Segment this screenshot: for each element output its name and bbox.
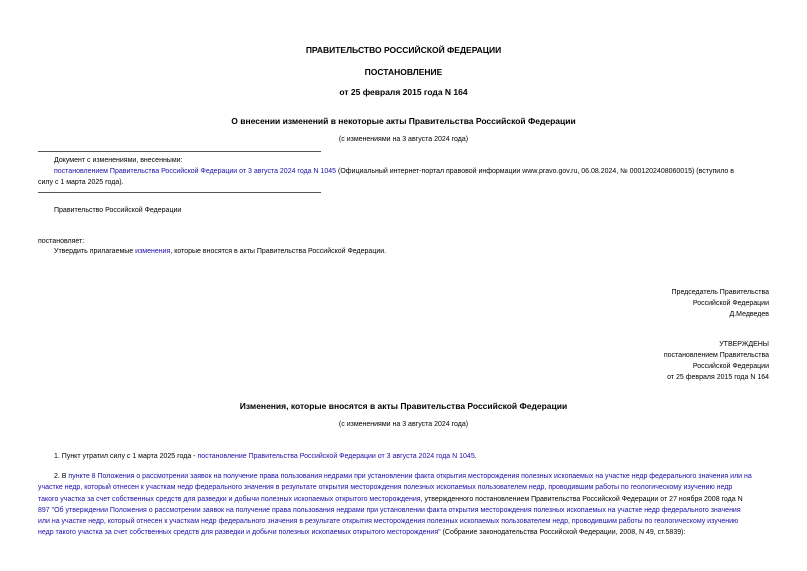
item1-before: 1. Пункт утратил силу с 1 марта 2025 года - [54,453,198,460]
changes-revision-note: (с изменениями на 3 августа 2024 года) [338,421,469,428]
approved-line1: УТВЕРЖДЕНЫ [719,341,769,348]
approve-after: , которые вносятся в акты Правительства Российской Федерации. [170,248,387,255]
item1-link[interactable]: постановление Правительства Российской Федерации от 3 августа 2024 года N 1045 [197,453,475,460]
item2-link-clause-cont[interactable]: участке недр, который отнесен к участкам недр федерального значения в результате открытия месторождения полезных ископаемых пользователем недр, проводившим работы по геологическому изучению недр [38,484,733,492]
approved-line2: постановлением Правительства [663,352,769,359]
amendments-bottom-rule [38,192,321,193]
decides-text: постановляет: [38,238,85,245]
amendment-effective: силу с 1 марта 2025 года). [38,179,124,186]
item2-link-clause[interactable]: пункте 8 Положения о рассмотрении заявок на получение права пользования недрами при установлении факта открытия месторождения полезных ископаемых на участке недр федерального значения или на [68,473,752,480]
item2-link-decree[interactable]: 897 "Об утверждении Положения о рассмотрении заявок на получение права пользования недрами при установлении факта открытия месторождения полезных ископаемых на участке недр федерального значения [38,506,741,514]
item2-end: (Собрание законодательства Российской Федерации, 2008, N 49, ст.5839): [440,529,686,537]
item2-mid: , утвержденного постановлением Правительства Российской Федерации от 27 ноября 2008 года N [420,495,743,503]
signature-line2: Российской Федерации [692,300,769,307]
amendment-link[interactable]: постановлением Правительства Российской Федерации от 3 августа 2024 года N 1045 [54,168,337,175]
change-item-1 [54,451,477,462]
item1-after: . [474,453,477,460]
amendments-intro: Документ с изменениями, внесенными: [54,157,183,164]
item2-link-decree-end[interactable]: недр такого участка за счет собственных средств для разведки и добычи полезных ископаемых открытого месторождения" [38,529,441,537]
document-title: О внесении изменений в некоторые акты Правительства Российской Федерации [231,116,576,126]
government-heading: ПРАВИТЕЛЬСТВО РОССИЙСКОЙ ФЕДЕРАЦИИ [305,45,502,55]
approved-block [664,339,769,383]
amendment-source: (Официальный интернет-портал правовой информации www.pravo.gov.ru, 06.08.2024, № 0001202408060015) (вступило в [336,168,734,175]
item2-prefix: 2. В [54,473,69,480]
item2-link-clause-end[interactable]: такого участка за счет собственных средств для разведки и добычи полезных ископаемых открытого месторождения [38,495,421,503]
approved-line3: Российской Федерации [692,363,769,370]
document-date-number: от 25 февраля 2015 года N 164 [339,87,468,97]
amendments-line [54,166,770,177]
item2-link-decree-cont[interactable]: или на участке недр, который отнесен к участкам недр федерального значения в результате открытия месторождения полезных ископаемых пользователем недр, проводившим работы по геологическому изучению [38,518,739,526]
approve-before: Утвердить прилагаемые [54,248,136,255]
approve-paragraph [54,246,386,257]
signature-line3: Д.Медведев [729,311,769,318]
document-type: ПОСТАНОВЛЕНИЕ [364,67,443,77]
changes-title: Изменения, которые вносятся в акты Правительства Российской Федерации [239,401,568,411]
changes-link[interactable]: изменения [135,248,171,255]
approved-line4: от 25 февраля 2015 года N 164 [667,374,769,381]
revision-note: (с изменениями на 3 августа 2024 года) [338,136,469,143]
government-text: Правительство Российской Федерации [54,207,182,214]
signature-line1: Председатель Правительства [671,289,769,296]
signature-block [672,287,769,320]
change-item-2 [38,471,770,539]
amendments-top-rule [38,151,321,152]
